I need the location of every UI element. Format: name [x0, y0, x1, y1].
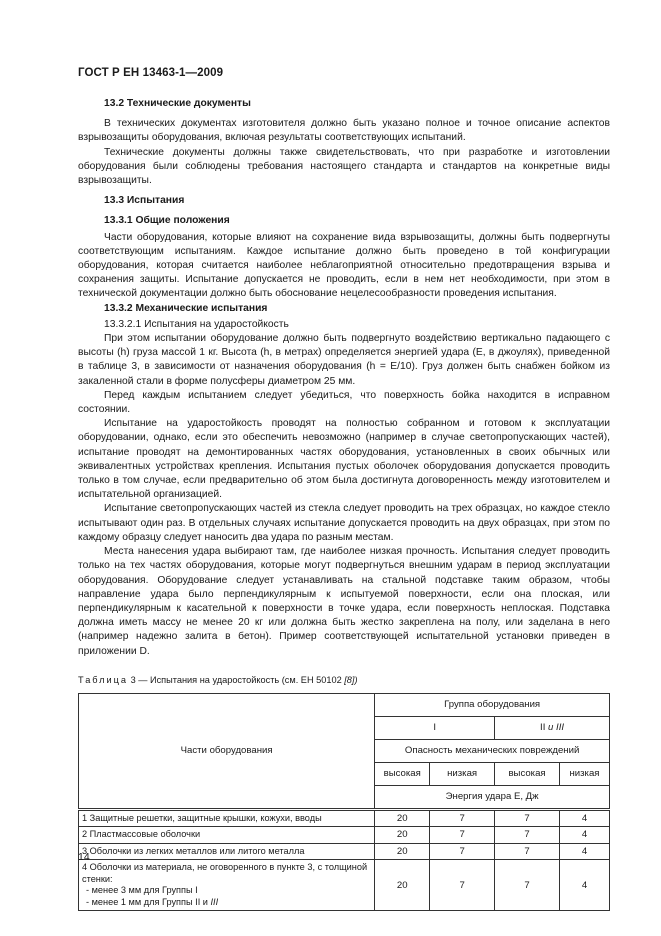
cell-value: 7	[430, 843, 495, 860]
column-header-group-2-3	[495, 716, 610, 739]
cell-value: 7	[495, 843, 560, 860]
page-content	[78, 93, 610, 911]
row-part-subitem: - менее 3 мм для Группы I	[86, 885, 198, 896]
subitem-group-3: III	[210, 896, 219, 907]
section-heading-13-3-2-1: 13.3.2.1 Испытания на ударостойкость	[104, 318, 289, 330]
table-caption-ref: [8])	[344, 674, 358, 685]
column-header-low-2: низкая	[560, 762, 610, 785]
table-caption-text: 3 — Испытания на ударостойкость (см. ЕН 50102	[128, 674, 345, 685]
section-heading-13-3: 13.3 Испытания	[104, 195, 185, 207]
paragraph: Испытание на ударостойкость проводят на полностью собранном и готовом к эксплуатации оборудовании, однако, если это обеспечить невозможно (например в случае светопропускающих частей), испытание проводят на демонтированных частях оборудования, установленных в своих обычных или эквивалентных устройствах крепления. Испытания пустых оболочек оборудования допускается проводить только в том случае, если предварительно об этом была достигнута договоренность между изготовителем и испытательной организацией.	[78, 418, 610, 501]
document-header: ГОСТ Р ЕН 13463-1—2009	[78, 67, 224, 79]
cell-value: 4	[560, 809, 610, 827]
group-3-label: и III	[548, 722, 565, 734]
row-part	[79, 860, 375, 911]
cell-value: 4	[560, 843, 610, 860]
paragraph: Испытание светопропускающих частей из стекла следует проводить на трех образцах, но каждое стекло испытывают один раз. В отдельных случаях испытание допускается проводить на двух образцах, при этом по каждому образцу следует наносить два удара по разным местам.	[78, 503, 610, 543]
cell-value: 7	[495, 860, 560, 911]
cell-value: 7	[495, 809, 560, 827]
row-part: 3 Оболочки из легких металлов или литого металла	[79, 843, 375, 860]
paragraph: В технических документах изготовителя должно быть указано полное и точное описание аспектов взрывозащиты оборудования, включая результаты соответствующих испытаний.	[78, 118, 610, 144]
group-2-label: II	[540, 722, 549, 734]
column-header-danger: Опасность механических повреждений	[375, 739, 610, 762]
cell-value: 7	[430, 809, 495, 827]
row-part-text: 4 Оболочки из материала, не оговоренного в пункте 3, с толщиной стенки:	[82, 862, 368, 884]
column-header-high-1: высокая	[375, 762, 430, 785]
column-header-parts: Части оборудования	[79, 693, 375, 809]
table-caption	[78, 673, 610, 687]
impact-test-table	[78, 693, 610, 912]
cell-value: 7	[430, 860, 495, 911]
cell-value: 4	[560, 860, 610, 911]
paragraph: Перед каждым испытанием следует убедиться, что поверхность бойка находится в исправном состоянии.	[78, 389, 610, 416]
table-row	[79, 860, 610, 911]
paragraph: Места нанесения удара выбирают там, где наиболее низкая прочность. Испытания следует проводить только на тех частях оборудования, которые могут подвергнуться внешним ударам в период эксплуатации оборудования. Оборудование следует устанавливать на стальной подставке таким образом, чтобы направление удара было перпендикулярным к испытуемой поверхности, если она плоская, или перпендикулярным к касательной к поверхности в точке удара, если поверхность неплоская. Подставка должна иметь массу не менее 20 кг или должна быть жестко закреплена на полу, или заделана в него (например надежно залита в бетон). Пример соответствующей испытательной установки приведен в приложении D.	[78, 546, 610, 657]
page-number: 14	[78, 851, 90, 863]
column-header-energy: Энергия удара Е, Дж	[375, 785, 610, 809]
row-part-subitem	[82, 897, 371, 909]
column-header-high-2: высокая	[495, 762, 560, 785]
cell-value: 4	[560, 827, 610, 844]
paragraph: Части оборудования, которые влияют на сохранение вида взрывозащиты, должны быть подвергнуты соответствующим испытаниям. Каждое испытание должно быть проведено в той конфигурации оборудования, которая считается наиболее неблагоприятной относительно предотвращения взрыва и сохранения защиты. Испытание допускается не проводить, если в нем нет необходимости, при этом в технической документации должно быть обоснование нецелесообразности проведения испытания.	[78, 231, 610, 300]
table-caption-label: Таблица	[78, 674, 129, 685]
table-row	[79, 843, 610, 860]
subitem-text: - менее 1 мм для Группы II и	[86, 896, 211, 907]
section-heading-13-2: 13.2 Технические документы	[104, 98, 251, 109]
cell-value: 20	[375, 843, 430, 860]
column-header-low-1: низкая	[430, 762, 495, 785]
cell-value: 7	[430, 827, 495, 844]
column-header-group-1: I	[375, 716, 495, 739]
cell-value: 20	[375, 827, 430, 844]
section-heading-13-3-1: 13.3.1 Общие положения	[104, 215, 230, 227]
paragraph: При этом испытании оборудование должно быть подвергнуто воздействию вертикально падающего с высоты (h) груза массой 1 кг. Высота (h, в метрах) определяется энергией удара (E, в джоулях), приведенной в таблице 3, в зависимости от назначения оборудования (h = E/10). Груз должен быть снабжен бойком из закаленной стали в форме полусферы диаметром 25 мм.	[78, 333, 610, 387]
cell-value: 20	[375, 809, 430, 827]
cell-value: 7	[495, 827, 560, 844]
section-heading-13-3-2: 13.3.2 Механические испытания	[104, 302, 268, 314]
column-header-group: Группа оборудования	[375, 693, 610, 716]
row-part: 1 Защитные решетки, защитные крышки, кожухи, вводы	[79, 809, 375, 827]
paragraph: Технические документы должны также свидетельствовать, что при разработке и изготовлении оборудования были соблюдены требования настоящего стандарта и стандартов на конкретные виды взрывозащиты.	[78, 146, 610, 187]
table-row	[79, 827, 610, 844]
table-row	[79, 809, 610, 827]
row-part: 2 Пластмассовые оболочки	[79, 827, 375, 844]
cell-value: 20	[375, 860, 430, 911]
